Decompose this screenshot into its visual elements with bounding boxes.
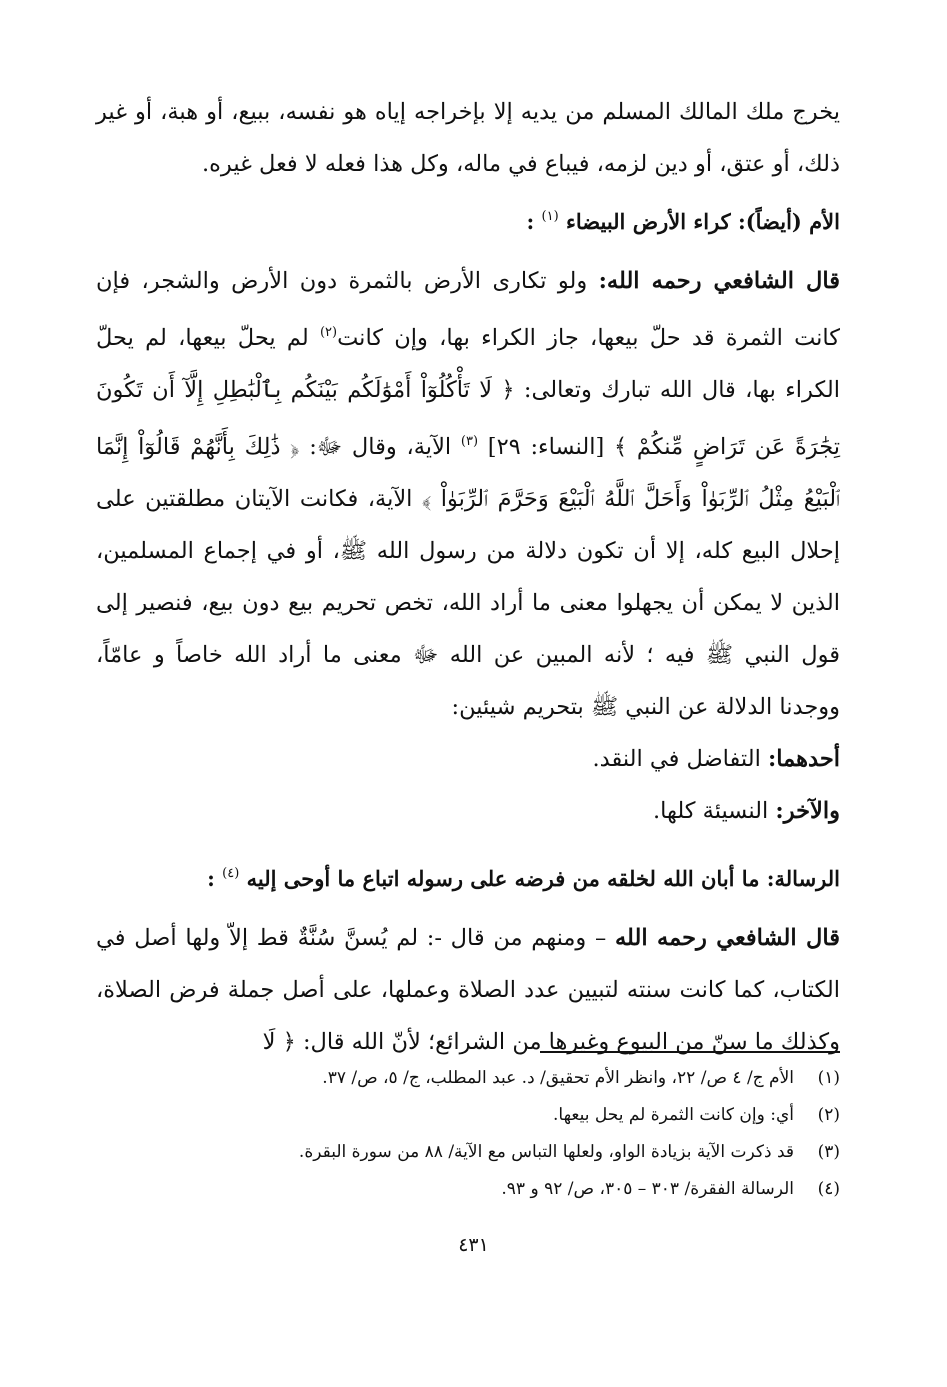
footnote-ref-4: (٤) bbox=[222, 866, 240, 881]
spacer bbox=[96, 837, 840, 847]
footnote-item bbox=[96, 1060, 840, 1097]
list-item-1-text: التفاضل في النقد. bbox=[592, 746, 768, 772]
paragraph-3-lead: قال الشافعي رحمه الله bbox=[614, 925, 840, 951]
page-number: ٤٣١ bbox=[458, 1234, 489, 1256]
footnote-ref-2: (٢) bbox=[319, 325, 338, 340]
footnote-item bbox=[96, 1171, 840, 1208]
page-body bbox=[96, 86, 840, 1068]
footnote-text: أي: وإن كانت الثمرة لم يحل بيعها. bbox=[553, 1105, 794, 1125]
paragraph-2 bbox=[96, 255, 840, 733]
paragraph-2-part-a: ولو تكارى الأرض بالثمرة دون الأرض والشجر، فإن كانت الثمرة قد حلّ بيعها، جاز الكراء بها، وإن كانت bbox=[96, 268, 840, 351]
list-item-2-text: النسيئة كلها. bbox=[652, 798, 776, 824]
footnotes bbox=[96, 1060, 840, 1208]
paragraph-1: يخرج ملك المالك المسلم من يديه إلا بإخراجه إياه هو نفسه، ببيع، أو هبة، أو غير ذلك، أو عتق، أو دين لزمه، فيباع في ماله، وكل هذا فعله لا فعل غيره. bbox=[96, 99, 840, 177]
list-item-1 bbox=[96, 733, 840, 785]
footnote-number: (٤) bbox=[817, 1179, 840, 1199]
list-item-2 bbox=[96, 785, 840, 837]
footnote-text: الرسالة الفقرة/ ٣٠٣ – ٣٠٥، ص/ ٩٢ و ٩٣. bbox=[501, 1179, 794, 1199]
footnote-text: قد ذكرت الآية بزيادة الواو، ولعلها التباس مع الآية/ ٨٨ من سورة البقرة. bbox=[298, 1142, 794, 1162]
paragraph-3 bbox=[96, 912, 840, 1068]
section-heading-1 bbox=[96, 192, 840, 247]
footnote-number: (٣) bbox=[817, 1142, 840, 1162]
paragraph-3-text: – ومنهم من قال -: لم يُسنَّ سُنَّةٌ قط إلاّ ولها أصل في الكتاب، كما كانت سنته لتبيين عدد الصلاة وعملها، على أصل جملة فرض الصلاة، وكذلك ما سنّ من البيوع وغيرها من الشرائع؛ لأنّ الله قال: ﴿ لَا bbox=[96, 925, 840, 1055]
footnote-number: (١) bbox=[817, 1068, 840, 1088]
heading-2-colon: : bbox=[207, 866, 215, 891]
footnote-ref-1: (١) bbox=[541, 209, 559, 224]
footnote-number: (٢) bbox=[817, 1105, 840, 1125]
footnote-divider bbox=[540, 1051, 840, 1053]
heading-1-text: الأم (أيضاً): كراء الأرض البيضاء bbox=[566, 209, 840, 234]
heading-1-colon: : bbox=[526, 209, 535, 234]
footnote-item bbox=[96, 1097, 840, 1134]
section-heading-2 bbox=[96, 849, 840, 904]
footnote-text: الأم ج/ ٤ ص/ ٢٢، وانظر الأم تحقيق/ د. عبد المطلب، ج/ ٥، ص/ ٣٧. bbox=[322, 1068, 794, 1088]
paragraph-2-part-b: لم يحلّ بيعها، لم يحلّ الكراء بها، قال الله تبارك وتعالى: ﴿ لَا تَأْكُلُوٓاْ أَمْوَٰلَكُم بَيْنَكُم بِٱلْبَٰطِلِ إِلَّآ أَن تَكُونَ تِجَٰرَةً عَن تَرَاضٍ مِّنكُمْ ﴾ [النساء: ٢٩] bbox=[96, 325, 841, 460]
list-item-2-lead: والآخر: bbox=[775, 798, 840, 824]
paragraph-2-lead: قال الشافعي رحمه الله: bbox=[598, 268, 840, 294]
footnote-ref-3: (٣) bbox=[460, 434, 479, 449]
paragraph-2-part-c: الآية، وقال ﷻ: ﴿ ذَٰلِكَ بِأَنَّهُمْ قَالُوٓاْ إِنَّمَا ٱلْبَيْعُ مِثْلُ ٱلرِّبَوٰاْ وَأَحَلَّ ٱللَّهُ ٱلْبَيْعَ وَحَرَّمَ ٱلرِّبَوٰاْ ﴾ الآية، فكانت الآيتان مطلقتين على إحلال البيع كله، إلا أن تكون دلالة من رسول الله ﷺ، أو في إجماع المسلمين، الذين لا يمكن أن يجهلوا معنى ما أراد الله، تخص تحريم بيع دون بيع، فنصير إلى قول النبي ﷺ فيه ؛ لأنه المبين عن الله ﷻ معنى ما أراد الله خاصاً و عامّاً، ووجدنا الدلالة عن النبي ﷺ بتحريم شيئين: bbox=[96, 434, 840, 720]
heading-2-text: الرسالة: ما أبان الله لخلقه من فرضه على رسوله اتباع ما أوحى إليه bbox=[246, 866, 840, 891]
footnote-item bbox=[96, 1134, 840, 1171]
list-item-1-lead: أحدهما: bbox=[767, 746, 840, 772]
